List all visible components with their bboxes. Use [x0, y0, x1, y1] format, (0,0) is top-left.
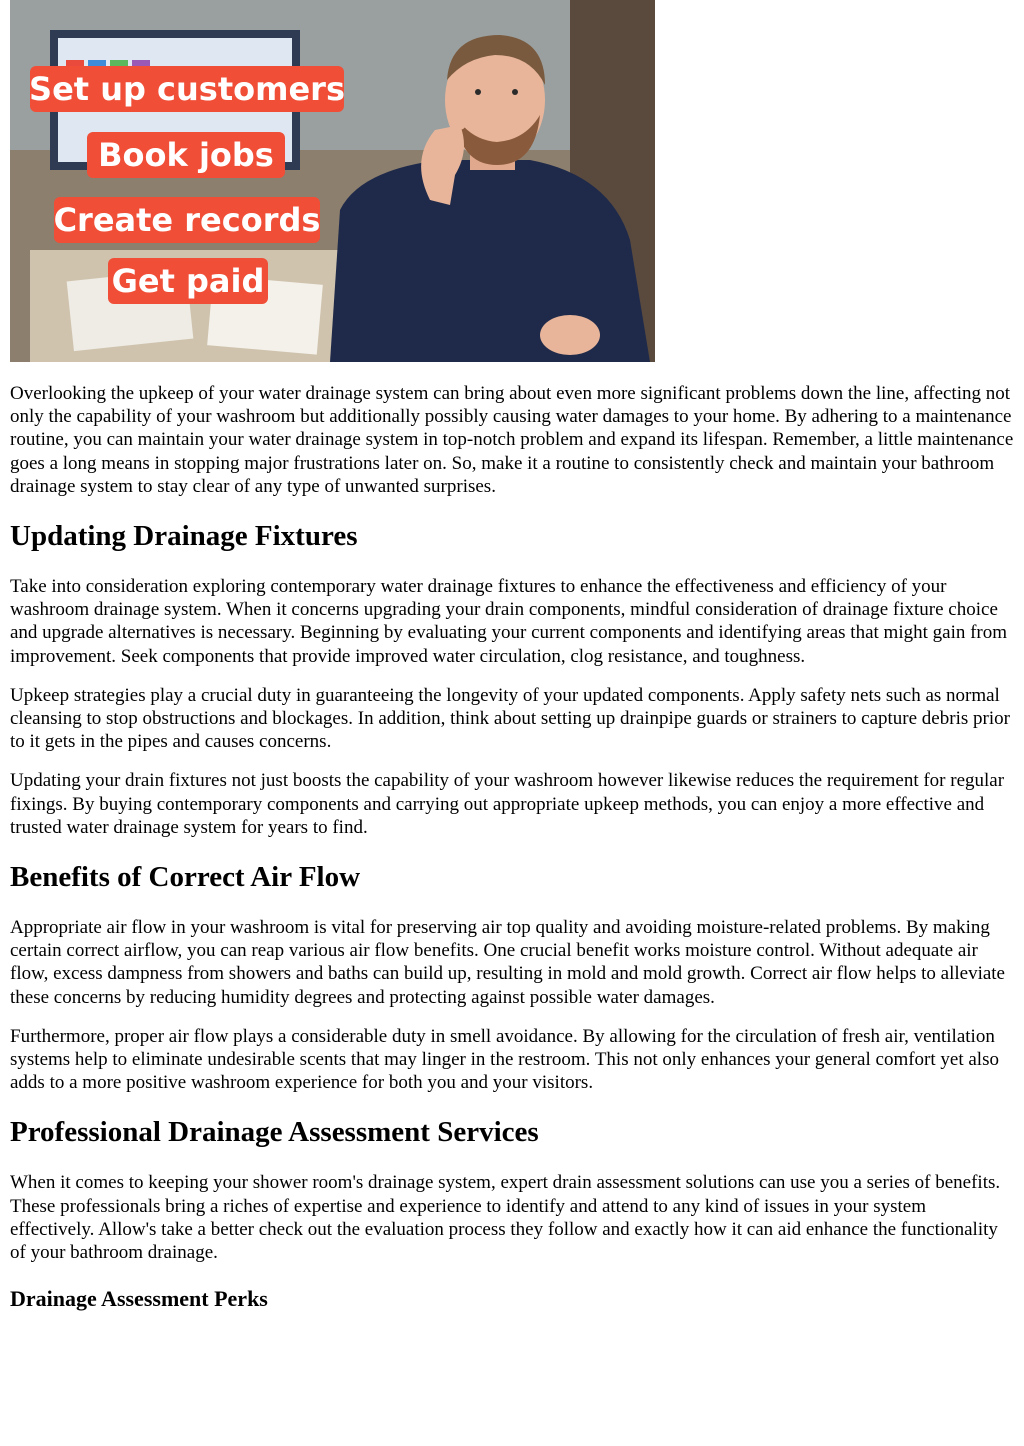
hero-illustration [10, 0, 655, 362]
hero-image [10, 0, 655, 362]
label-create-records: Create records [53, 201, 321, 239]
section-heading-benefits-of-correct-air-flow: Benefits of Correct Air Flow [10, 861, 361, 894]
article-body [10, 382, 1014, 1312]
section-paragraph: Updating your drain fixtures not just boosts the capability of your washroom however likewise reduces the requirement for regular fixings. By buying contemporary components and carrying out appropriate upkeep methods, you can enjoy a more effective and trusted water drainage system for years to find. [10, 770, 1005, 838]
label-book-jobs: Book jobs [98, 136, 274, 174]
subheading-drainage-assessment-perks: Drainage Assessment Perks [10, 1286, 268, 1312]
section-paragraph: Take into consideration exploring contemporary water drainage fixtures to enhance the effectiveness and efficiency of your washroom drainage system. When it concerns upgrading your drain components, mindful consideration of drainage fixture choice and upgrade alternatives is necessary. Beginning by evaluating your current components and identifying areas that might gain from improvement. Seek components that provide improved water circulation, clog resistance, and toughness. [10, 576, 1008, 667]
section-paragraph: Upkeep strategies play a crucial duty in guaranteeing the longevity of your updated components. Apply safety nets such as normal cleansing to stop obstructions and blockages. In addition, think about setting up drainpipe guards or strainers to capture debris prior to it gets in the pipes and causes concerns. [10, 684, 1010, 753]
label-get-paid: Get paid [111, 262, 265, 300]
section-paragraph: When it comes to keeping your shower room's drainage system, expert drain assessment solutions can use you a series of benefits. These professionals bring a riches of expertise and experience to identify and attend to any kind of issues in your system effectively. Allow's take a better check out the evaluation process they follow and exactly how it can aid enhance the functionality of your bathroom drainage. [10, 1172, 1001, 1264]
section-paragraph: Appropriate air flow in your washroom is vital for preserving air top quality and avoiding moisture-related problems. By making certain correct airflow, you can reap various air flow benefits. One crucial benefit works moisture control. Without adequate air flow, excess dampness from showers and baths can build up, resulting in mold and mold growth. Correct air flow helps to alleviate these concerns by reducing humidity degrees and protecting against possible water damages. [10, 917, 1005, 1008]
intro-paragraph: Overlooking the upkeep of your water drainage system can bring about even more significant problems down the line, affecting not only the capability of your washroom but additionally possibly causing water damages to your home. By adhering to a maintenance routine, you can maintain your water drainage system in top-notch problem and expand its lifespan. Remember, a little maintenance goes a long means in stopping major frustrations later on. So, make it a routine to consistently check and maintain your bathroom drainage system to stay clear of any type of unwanted surprises. [10, 383, 1014, 497]
section-heading-professional-drainage-assessment-services: Professional Drainage Assessment Services [10, 1116, 539, 1149]
section-paragraph: Furthermore, proper air flow plays a considerable duty in smell avoidance. By allowing for the circulation of fresh air, ventilation systems help to eliminate undesirable scents that may linger in the restroom. This not only enhances your general comfort yet also adds to a more positive washroom experience for both you and your visitors. [10, 1025, 999, 1094]
label-set-up-customers: Set up customers [29, 70, 345, 108]
section-heading-updating-drainage-fixtures: Updating Drainage Fixtures [10, 520, 358, 553]
